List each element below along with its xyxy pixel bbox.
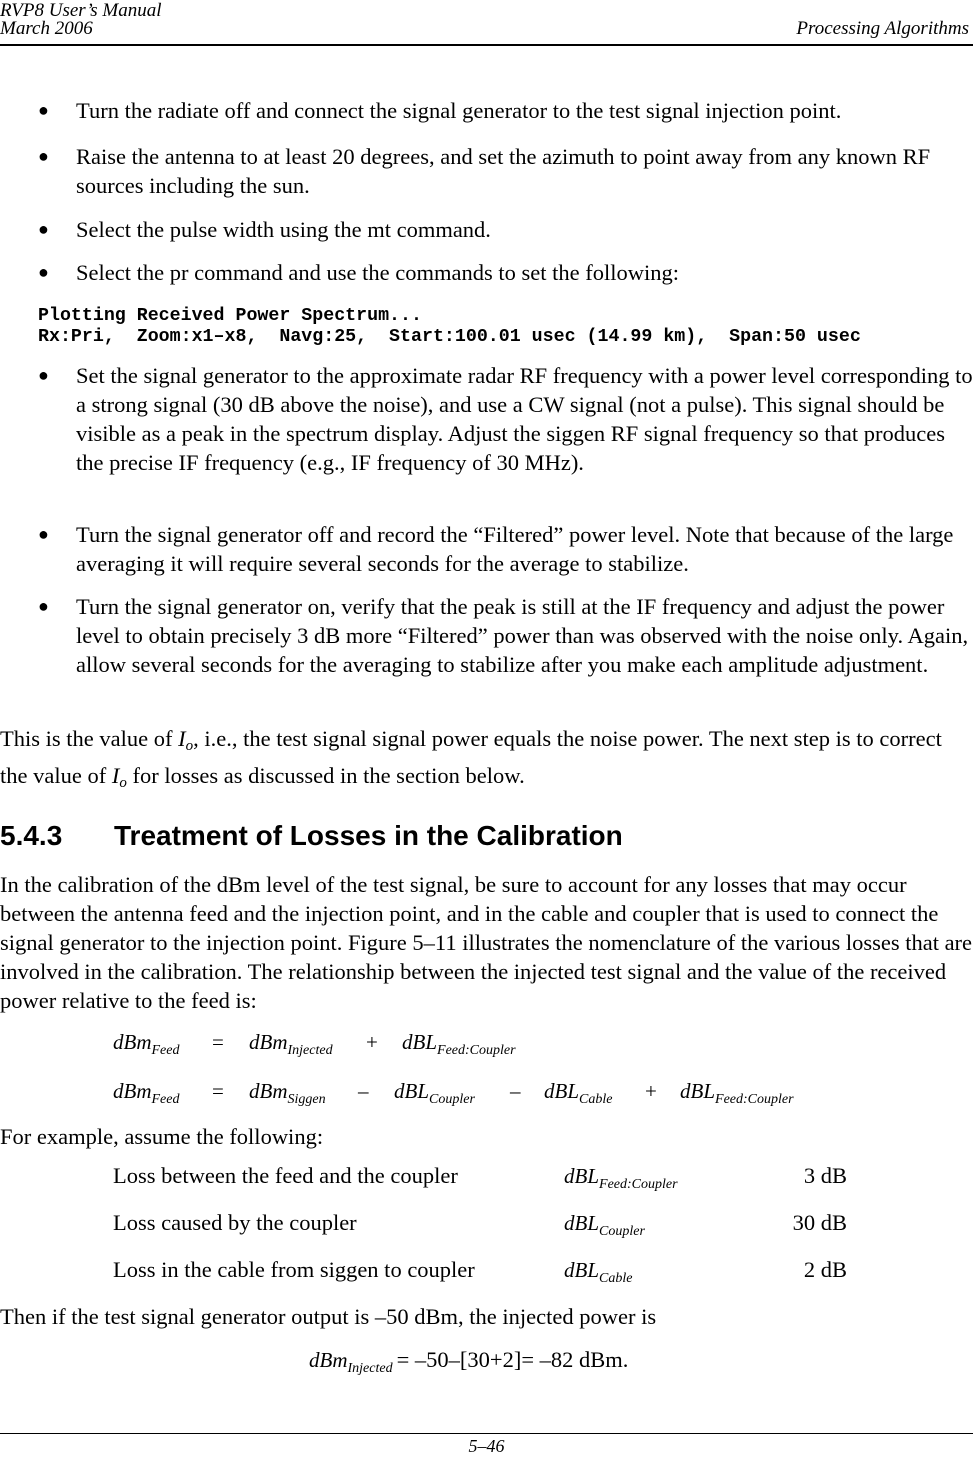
page-header [0, 0, 973, 44]
bullet-text: Turn the radiate off and connect the signal generator to the test signal injection point. [76, 98, 842, 123]
page-number: 5–46 [468, 1436, 505, 1456]
eq2-term-2: dBm$_{Siggen}$ [249, 1079, 326, 1107]
io-text-c: for losses as discussed in the section below. [132, 763, 525, 788]
eq2-term-5: dBL$_{Feed:Coupler}$ [680, 1079, 794, 1107]
section-number: 5.4.3 [0, 820, 63, 851]
bullet-text: Set the signal generator to the approximate radar RF frequency with a power level corresponding to a strong signal (30 dB above the noise), and use a CW signal (not a pulse). This signal should be visible as a peak in the spectrum display. Adjust the siggen RF signal frequency so that produces the precise IF frequency (e.g., IF frequency of 30 MHz). [76, 363, 973, 475]
footer-rule [0, 1433, 973, 1434]
eq2-term-4: dBL$_{Cable}$ [544, 1079, 613, 1107]
loss-description: Loss in the cable from siggen to coupler [113, 1257, 475, 1282]
eq1-term-1: dBm$_{Feed}$ [113, 1030, 180, 1058]
io-text-a: This is the value of [0, 726, 173, 751]
loss-symbol: dBL$_{Coupler}$ [564, 1211, 645, 1239]
bullet-icon: ● [38, 219, 49, 239]
eq2-operator: = [212, 1079, 224, 1103]
eq2-operator: – [510, 1079, 521, 1103]
io-text-b: , i.e., the test signal signal power equals the noise power. The next step is to correct the value of [0, 726, 942, 788]
loss-description: Loss caused by the coupler [113, 1210, 357, 1235]
eq1-operator: = [212, 1030, 224, 1054]
loss-description: Loss between the feed and the coupler [113, 1163, 458, 1188]
header-rule [0, 44, 973, 46]
eq2-term-3: dBL$_{Coupler}$ [394, 1079, 475, 1107]
bullet-text: Select the pr command and use the commands to set the following: [76, 260, 679, 285]
io-variable: $I_o$ [178, 726, 194, 754]
manual-title: RVP8 User’s Manual [0, 0, 162, 21]
loss-symbol: dBL$_{Feed:Coupler}$ [564, 1164, 678, 1192]
eq1-term-3: dBL$_{Feed:Coupler}$ [402, 1030, 516, 1058]
bullet-text: Turn the signal generator on, verify that the peak is still at the IF frequency and adjust the power level to obtain precisely 3 dB more “Filtered” power than was observed with the noise only. Again, allow several seconds for the averaging to stabilize after you make each amplitude adjustment. [76, 594, 969, 677]
result-symbol: dBm$_{Injected}$ [309, 1348, 393, 1376]
then-line: Then if the test signal generator output is –50 dBm, the injected power is [0, 1304, 657, 1329]
eq1-operator: + [366, 1030, 378, 1054]
loss-value: 30 dB [792, 1210, 847, 1235]
bullet-icon: ● [38, 365, 49, 385]
eq2-term-1: dBm$_{Feed}$ [113, 1079, 180, 1107]
manual-date: March 2006 [0, 18, 93, 39]
bullet-text: Raise the antenna to at least 20 degrees, and set the azimuth to point away from any known RF sources including the sun. [76, 144, 931, 198]
bullet-icon: ● [38, 596, 49, 616]
result-expression: = –50–[30+2]= –82 dBm. [396, 1347, 629, 1372]
calibration-paragraph: In the calibration of the dBm level of the test signal, be sure to account for any losses that may occur between the antenna feed and the injection point, and in the cable and coupler that is used to connect the signal generator to the injection point. Figure 5–11 illustrates the nomenclature of the various losses that are involved in the calibration. The relationship between the injected test signal and the value of the received power relative to the feed is: [0, 872, 973, 1013]
eq2-operator: – [358, 1079, 369, 1103]
result-equation [309, 1347, 628, 1377]
code-line-1: Plotting Received Power Spectrum... [38, 306, 422, 326]
code-line-2: Rx:Pri, Zoom:x1–x8, Navg:25, Start:100.01 usec (14.99 km), Span:50 usec [38, 327, 861, 347]
bullet-icon: ● [38, 262, 49, 282]
io-paragraph [0, 724, 973, 798]
bullet-text: Select the pulse width using the mt command. [76, 217, 491, 242]
eq2-operator: + [645, 1079, 657, 1103]
section-title: Treatment of Losses in the Calibration [114, 820, 623, 851]
loss-value: 3 dB [803, 1163, 847, 1188]
example-intro: For example, assume the following: [0, 1124, 324, 1149]
eq1-term-2: dBm$_{Injected}$ [249, 1030, 333, 1058]
bullet-text: Turn the signal generator off and record the “Filtered” power level. Note that because of the large averaging it will require several seconds for the average to stabilize. [76, 522, 954, 576]
loss-value: 2 dB [803, 1257, 847, 1282]
bullet-icon: ● [38, 100, 49, 120]
chapter-title: Processing Algorithms [796, 18, 969, 39]
io-variable: $I_o$ [111, 763, 127, 791]
bullet-icon: ● [38, 524, 49, 544]
loss-symbol: dBL$_{Cable}$ [564, 1258, 633, 1286]
bullet-icon: ● [38, 146, 49, 166]
